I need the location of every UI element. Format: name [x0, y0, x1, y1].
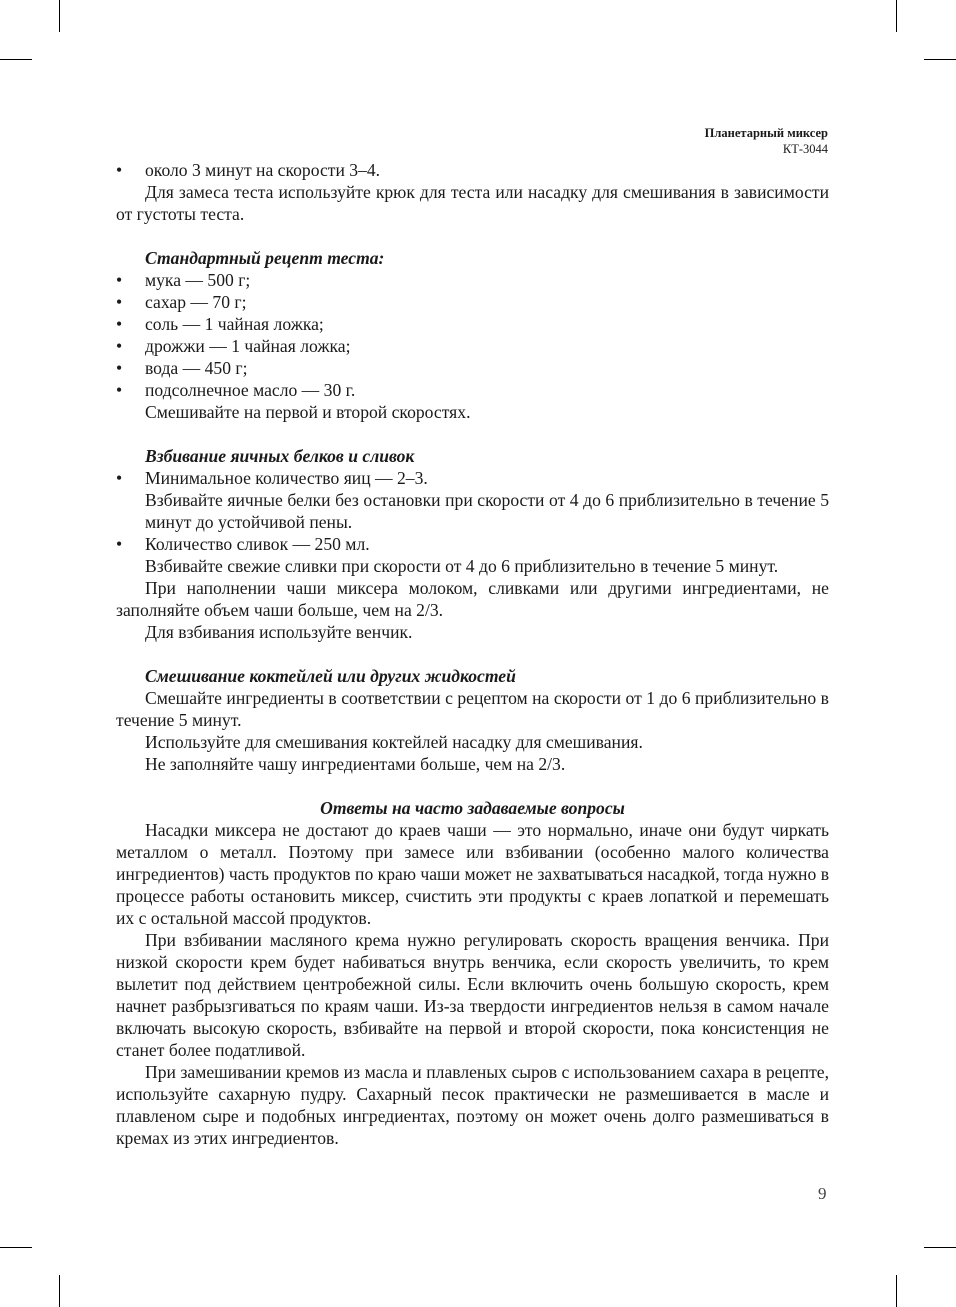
crop-mark-top-right-horizontal [924, 59, 956, 60]
paragraph: При наполнении чаши миксера молоком, сливками или другими ингредиентами, не заполняйте объем чаши больше, чем на 2/3. [116, 578, 829, 620]
bullet-icon: • [116, 292, 123, 312]
paragraph: Насадки миксера не достают до краев чаши — это нормально, иначе они будут чиркать металлом о металл. Поэтому при замесе или взбивании (особенно малого количества ингредиентов) часть продуктов по краю чаши может не захватываться насадкой, тогда нужно в процессе работы остановить миксер, счистить эти продукты с краев лопаткой и перемешать их с остальной массой продуктов. [116, 820, 829, 928]
bullet-icon: • [116, 270, 123, 290]
crop-mark-top-left-vertical [59, 0, 60, 32]
list-item: • дрожжи — 1 чайная ложка; [116, 336, 351, 356]
list-item: • около 3 минут на скорости 3–4. [116, 160, 381, 180]
bullet-icon: • [116, 534, 123, 554]
crop-mark-bottom-right-horizontal [924, 1247, 956, 1248]
page-number: 9 [818, 1184, 827, 1203]
list-item: • вода — 450 г; [116, 358, 248, 378]
note: Смешивайте на первой и второй скоростях. [145, 402, 471, 422]
crop-mark-top-left-horizontal [0, 59, 32, 60]
paragraph: При замешивании кремов из масла и плавленых сыров с использованием сахара в рецепте, используйте сахарную пудру. Сахарный песок практически не размешивается в масле и плавленом сыре и подобных ингредиентах, поэтому он может очень долго размешиваться в кремах из этих ингредиентов. [116, 1062, 829, 1148]
bullet-icon: • [116, 380, 123, 400]
crop-mark-top-right-vertical [896, 0, 897, 32]
paragraph: Смешайте ингредиенты в соответствии с рецептом на скорости от 1 до 6 приблизительно в течение 5 минут. [116, 688, 829, 730]
bullet-icon: • [116, 160, 123, 180]
paragraph: Не заполняйте чашу ингредиентами больше, чем на 2/3. [145, 754, 566, 774]
section-heading-faq: Ответы на часто задаваемые вопросы [320, 798, 625, 818]
list-item: • мука — 500 г; [116, 270, 251, 290]
paragraph: Используйте для смешивания коктейлей насадку для смешивания. [145, 732, 643, 752]
bullet-icon: • [116, 336, 123, 356]
section-heading-whipping: Взбивание яичных белков и сливок [145, 446, 415, 466]
section-heading-cocktails: Смешивание коктейлей или других жидкостей [145, 666, 516, 686]
crop-mark-bottom-right-vertical [896, 1275, 897, 1307]
bullet-icon: • [116, 314, 123, 334]
header-product-name: Планетарный миксер [704, 126, 828, 140]
list-item: • подсолнечное масло — 30 г. [116, 380, 356, 400]
bullet-icon: • [116, 468, 123, 488]
list-item: • Минимальное количество яиц — 2–3. Взбивайте яичные белки без остановки при скорости от 4 до 6 приблизительно в течение 5 минут до устойчивой пены. [116, 468, 829, 532]
page-body [116, 159, 829, 1149]
list-item: • соль — 1 чайная ложка; [116, 314, 324, 334]
list-item: • сахар — 70 г; [116, 292, 247, 312]
running-header [705, 125, 828, 157]
paragraph: Для замеса теста используйте крюк для теста или насадку для смешивания в зависимости от густоты теста. [116, 182, 829, 224]
paragraph: При взбивании масляного крема нужно регулировать скорость вращения венчика. При низкой скорости крем будет набиваться внутрь венчика, если скорость увеличить, то крем вылетит под действием центробежной силы. Если включить очень большую скорость, крем начнет разбрызгиваться по краям чаши. Из-за твердости ингредиентов нельзя в самом начале включать высокую скорость, взбивайте на первой и второй скорости, пока консистенция не станет более податливой. [116, 930, 829, 1060]
list-item: • Количество сливок — 250 мл. Взбивайте свежие сливки при скорости от 4 до 6 приблизительно в течение 5 минут. [116, 534, 779, 576]
header-model: КТ-3044 [782, 142, 828, 156]
bullet-icon: • [116, 358, 123, 378]
crop-mark-bottom-left-vertical [59, 1275, 60, 1307]
section-heading-dough: Стандартный рецепт теста: [145, 248, 385, 268]
crop-mark-bottom-left-horizontal [0, 1247, 32, 1248]
paragraph: Для взбивания используйте венчик. [145, 622, 413, 642]
